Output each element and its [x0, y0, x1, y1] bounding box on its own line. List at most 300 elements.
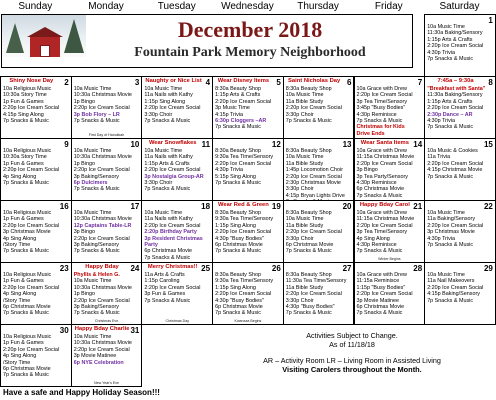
activity-list [74, 272, 141, 317]
activity-item: 3p Bob Flory – LR [73, 111, 120, 118]
activity-item: 4:30p Reminisce [356, 180, 397, 187]
calendar-day-cell [283, 262, 355, 325]
activity-item: Drive Ends [356, 130, 385, 137]
activity-item: 8:30a Beauty Shop [215, 86, 261, 92]
calendar-day-cell [141, 200, 213, 263]
calendar-day-cell [0, 200, 72, 263]
day-number: 4 [205, 78, 211, 87]
special-event-heading: Wear Red & Green [218, 202, 269, 208]
activity-item: 10a Music Time [73, 86, 112, 92]
activity-item: 2:20p Ice Cream Social [3, 105, 60, 112]
activity-item: 8:30a Beauty Shop [215, 148, 261, 154]
activity-item: 2:20p Ice Cream Social [285, 173, 342, 180]
activity-item: 10a Grace with Drew [356, 148, 407, 154]
activity-item: 2:20p Birthday Party [144, 229, 197, 236]
activity-item: 7p Snacks & Music [285, 118, 332, 125]
day-number: 10 [130, 140, 140, 149]
calendar-day-cell [141, 76, 213, 139]
activity-item: 1p Fun & Games [3, 160, 44, 167]
activity-item: 11a Trivia [427, 154, 451, 161]
activity-item: 6p Christmas Movie [356, 304, 405, 311]
activity-item: 7p Snacks & Music [356, 310, 403, 317]
day-number: 13 [342, 140, 352, 149]
activity-list [144, 272, 211, 304]
holiday-note: Winter Begins [378, 257, 401, 261]
activity-item: 2:20p Ice Cream Social [3, 222, 60, 229]
special-event-heading: 7:45a – 9:30a [437, 78, 474, 84]
calendar-day-cell [71, 324, 143, 387]
activity-item: 2:20p Ice Cream Social [73, 105, 130, 112]
day-number: 6 [347, 78, 352, 87]
calendar-day-cell [354, 138, 426, 201]
activity-item: 3p Nostalgia Group-AR [144, 173, 204, 180]
activity-item: /Story Time [3, 242, 31, 249]
activity-item: 2:20p Ice Cream Social [215, 160, 272, 167]
activity-item: 3:30p Choir [285, 297, 314, 304]
activity-item: 2:30p Dance – AR [427, 111, 473, 118]
holiday-note: Kwanzaa Begins [234, 319, 262, 323]
activity-list [286, 272, 353, 317]
activity-item: 11a Baking/Sensory [427, 216, 476, 223]
activity-item: 3p Baking/Sensory [73, 173, 119, 180]
day-number: 25 [201, 264, 211, 273]
activity-item: 7p Snacks & Music [285, 248, 332, 255]
activity-item: 10a Music & Cookies [427, 148, 478, 154]
activity-item: 2:20p Ice Cream Social [3, 346, 60, 353]
day-number: 8 [488, 78, 493, 87]
special-event-heading: Wear Disney Items [217, 78, 270, 84]
activity-item: 11a Nails with Kathy [144, 216, 193, 223]
special-event-heading: Naughty or Nice List [145, 78, 202, 84]
activity-item: 4:30p Trivia [427, 118, 456, 125]
day-number: 19 [271, 202, 281, 211]
activity-item: /Story Time [3, 359, 31, 366]
special-event-heading: Wear Santa Items [360, 140, 409, 146]
activity-item: 1p Bingo [73, 160, 95, 167]
activity-item: 1:15p Arts & Crafts [144, 160, 190, 167]
activity-item: 10:30a Story Time [3, 154, 47, 161]
activity-item: 11a Bible Study [285, 222, 324, 229]
activity-list [3, 86, 70, 124]
activity-item: 4:15p Bryan Lights Drive [285, 192, 345, 199]
day-number: 16 [59, 202, 69, 211]
activity-item: 11a Nails with Kathy [144, 154, 193, 161]
activity-list [3, 334, 70, 379]
activity-item: 3p Tea Party/Sensory [356, 173, 408, 180]
activity-item: 4:30p "Busy Bodies" [215, 297, 264, 304]
activity-item: 2:20p Ice Cream Social [356, 291, 413, 298]
activity-item: 3p Christmas Movie [3, 229, 51, 236]
day-number: 28 [413, 264, 423, 273]
activity-item: 10a Music Time [73, 278, 112, 285]
day-number: 26 [271, 264, 281, 273]
activity-item: 7p Snacks & Music [427, 242, 474, 249]
day-number: 30 [59, 326, 69, 335]
activity-list [74, 86, 141, 124]
activity-item: 2:20p Ice Cream Social [73, 235, 130, 242]
calendar-day-cell [424, 76, 496, 139]
activity-list [215, 210, 282, 255]
activity-item: 8:30a Beauty Shop [285, 86, 332, 92]
calendar-day-cell [212, 76, 284, 139]
activity-item: 7p Snacks & Music [427, 173, 474, 180]
activity-item: 3p Movie Matinee [356, 297, 400, 304]
activity-item: 11a Nails with Kathy [144, 92, 193, 99]
activity-list [74, 148, 141, 193]
activity-item: 7p Snacks & Music [285, 310, 332, 317]
calendar-day-cell [141, 138, 213, 201]
calendar-day-cell [354, 76, 426, 139]
activity-item: 2:20p Ice Cream Social [73, 297, 130, 304]
activity-item: 2:20p Ice Cream Social [3, 284, 60, 291]
activity-item: 10a Religious Music [3, 86, 52, 92]
calendar-day-cell [71, 138, 143, 201]
activity-item: 1p Fun & Games [3, 98, 44, 105]
calendar-day-cell [212, 262, 284, 325]
holiday-note: Christmas Day [165, 319, 190, 323]
activity-item: 2:20p Ice Cream Social [215, 229, 272, 236]
activity-item: 4:15p Christmas Movie [427, 167, 483, 174]
activity-item: 10a Music Time [73, 334, 112, 340]
activity-item: 2:20p Ice Cream Social [427, 160, 484, 167]
activity-item: 1p Bingo [73, 291, 95, 298]
activity-item: 7p Snacks & Music [3, 372, 49, 379]
activity-item: Phyllis & Helen G. [73, 272, 120, 278]
activity-list [215, 86, 282, 131]
special-event-heading: Happy Bday Charlie [74, 326, 130, 332]
activity-item: 2:30p Christmas Movie [285, 180, 341, 187]
day-number: 15 [483, 140, 493, 149]
dow-saturday: Saturday [439, 1, 480, 12]
activity-item: 7p Snacks & Music [73, 248, 120, 255]
activity-item: 4p Sing Along [3, 173, 37, 180]
calendar-day-cell [71, 262, 143, 325]
activity-item: 2:20p Ice Cream Social [427, 43, 484, 50]
activity-item: 10a Music Time [144, 86, 183, 92]
activity-list [427, 86, 494, 131]
day-number: 24 [130, 264, 140, 273]
calendar-header-banner [1, 14, 413, 68]
activity-item: 10a Religious Music [3, 210, 52, 216]
activity-item: 2:20p Ice Cream Social [356, 222, 413, 229]
activity-item: 2:20p Ice Cream Social [285, 105, 342, 112]
special-event-heading: Shiny Nose Day [9, 78, 54, 84]
day-number: 22 [483, 202, 493, 211]
activity-item: 6p Christmas Movie [144, 248, 193, 255]
activity-list [357, 148, 424, 199]
activity-item: 10a Music Time [285, 216, 324, 223]
activity-item: 7p Snacks & Music [215, 124, 261, 131]
calendar-subtitle: Fountain Park Memory Neighborhood [134, 45, 366, 60]
activity-item: 2:20p Ice Cream Social [356, 160, 413, 167]
activity-item: 7p Snacks & Music [73, 186, 120, 193]
activity-item: 10a Music Time [73, 148, 112, 154]
day-number: 1 [488, 16, 493, 25]
activity-item: 3:45p "Busy Bodies" [356, 105, 406, 112]
activity-item: 8:30a Beauty Shop [215, 272, 261, 278]
special-event-heading: Happy Bday Carol [359, 202, 410, 208]
day-number: 11 [201, 140, 211, 149]
activity-item: 11:15a Christmas Movie [356, 216, 415, 223]
activity-item: 10:30a Christmas Movie [73, 216, 132, 223]
activity-item: 9:30a Tea Time/Sensory [215, 154, 274, 161]
activity-item: "Breakfast with Santa" [427, 86, 486, 92]
activity-item: 10a Music Time [427, 24, 465, 30]
activity-item: 11a Nail Makeovers [427, 278, 475, 285]
activity-item: 7p Snacks & Music [356, 192, 403, 199]
activity-item: 4:30p Reminisce [356, 242, 397, 249]
calendar-day-cell [0, 138, 72, 201]
activity-item: 10:30a Story Time [3, 92, 47, 99]
day-number: 18 [201, 202, 211, 211]
dow-thursday: Thursday [297, 1, 339, 12]
dow-wednesday: Wednesday [221, 1, 274, 12]
calendar-day-cell [0, 262, 72, 325]
activity-item: 10a Music Time [73, 210, 112, 216]
activity-list [286, 210, 353, 255]
activity-item: 10:30a Christmas Movie [73, 92, 132, 99]
dow-sunday: Sunday [18, 1, 53, 12]
activity-item: 4:30p "Busy Bodies" [285, 304, 335, 311]
day-number: 31 [130, 326, 140, 335]
activity-item: 12p Captains Table-LR [73, 222, 132, 229]
activity-item: 11:15a Christmas Movie [356, 154, 415, 161]
activity-item: 3p Movie Matinee [73, 353, 117, 360]
activity-item: 3p Resident Christmas [144, 235, 203, 242]
activity-item: /Story Time [3, 297, 31, 304]
activity-item: 4:30p Trivia [215, 167, 243, 174]
activity-item: 1p Fun & Games [3, 216, 44, 223]
activity-item: 3p Fun & Games [144, 291, 186, 298]
day-number: 21 [413, 202, 423, 211]
activity-item: 11:30a Baking/Sensory [427, 30, 483, 37]
activity-list [357, 210, 424, 255]
activity-item: 10a Religious Music [3, 148, 52, 154]
calendar-title: December 2018 [177, 17, 323, 42]
activity-item: 1:15p Sing Along [215, 222, 256, 229]
activity-item: 10:30a Christmas Movie [73, 284, 132, 291]
activity-list [3, 272, 70, 317]
day-number: 17 [130, 202, 140, 211]
activity-item: 3p Bingo [73, 229, 95, 236]
activity-item: 2:20p Ice Cream Social [144, 222, 201, 229]
activity-item: 7p Snacks & Music [144, 118, 191, 125]
activity-list [74, 334, 141, 366]
activity-item: 11:15a Reminisce [356, 278, 400, 285]
activity-item: 7p Snacks & Music [3, 248, 49, 255]
activity-list [427, 148, 494, 180]
activity-item: 3p Music Time [215, 105, 250, 112]
activity-list [3, 210, 70, 255]
activity-item: 4:15p Trivia [215, 111, 243, 118]
activity-item: 8:30a Beauty Shop [215, 210, 261, 216]
activity-item: 6p Christmas Movie [285, 242, 334, 249]
calendar-day-cell [71, 200, 143, 263]
activity-item: 7p Snacks & Music [3, 180, 49, 187]
activity-item: 3:30p Choir [144, 180, 173, 187]
activity-item: 2:20p Ice Cream Social [285, 229, 342, 236]
special-event-heading: Happy Bday [85, 264, 119, 270]
activity-item: 6p Christmas Movie [3, 366, 51, 373]
activity-list [427, 210, 494, 248]
closing-message: Have a safe and Happy Holiday Season!!! [3, 388, 160, 397]
activity-item: 10a Music Time [427, 210, 465, 216]
activity-item: 3p Baking/Sensory [73, 242, 119, 249]
dow-friday: Friday [374, 1, 403, 12]
activity-item: 11:30a Tea Time/Sensory [285, 278, 347, 285]
activity-item: 2:20p Ice Cream Social [215, 98, 272, 105]
activity-list [357, 272, 424, 317]
day-number: 14 [413, 140, 423, 149]
activity-item: 3p Christmas Movie [427, 229, 475, 236]
activity-item: 10a Religious Music [3, 272, 52, 278]
activity-item: Christmas for Kids [356, 124, 405, 131]
calendar-day-cell [0, 324, 72, 387]
activity-item: 10a Grace with Drew [356, 86, 407, 92]
activity-item: 6p Christmas Movie [3, 304, 51, 311]
activity-item: 4:30p Reminisce [356, 111, 397, 118]
activity-item: 2:20p Ice Cream Social [144, 284, 201, 291]
activity-item: 2:20p Ice Cream Social [427, 222, 484, 229]
activity-item: 7p Snacks & Music [427, 297, 474, 304]
activity-item: 10a Music Time [427, 272, 465, 278]
activity-item: 1:15p Sing Along [144, 98, 186, 105]
special-event-heading: Saint Nicholas Day [288, 78, 341, 84]
day-number: 12 [271, 140, 281, 149]
activity-item: 10a Music Time [285, 154, 324, 161]
activity-item: 7p Snacks & Music [144, 254, 191, 261]
activity-item: 3:30p Choir [285, 235, 314, 242]
activity-item: 2:20p Ice Cream Social [285, 291, 342, 298]
activity-item: 1:15p "Busy Bodies" [356, 284, 406, 291]
activity-list [144, 148, 211, 193]
activity-list [144, 86, 211, 124]
calendar-day-cell [141, 262, 213, 325]
calendar-day-cell [424, 200, 496, 263]
calendar-day-cell [212, 200, 284, 263]
calendar-day-cell [424, 14, 496, 77]
activity-item: 4:30p Trivia [427, 235, 456, 242]
activity-item: 1:15p Arts & Crafts [427, 98, 473, 105]
activity-item: 1:15p Caroling [144, 278, 180, 285]
activity-item: 6p Christmas Movie [215, 304, 263, 311]
activity-item: 4:15p Sing Along [3, 111, 44, 118]
activity-item: 6p NYE Celebration [73, 359, 124, 366]
snowy-barn-photo [2, 15, 86, 67]
notes-change-notice: Activities Subject to Change. [306, 331, 398, 340]
day-number: 5 [276, 78, 281, 87]
day-number: 2 [64, 78, 69, 87]
activity-item: 4:15p Baking/Sensory [427, 291, 480, 298]
activity-item: 2:20p Ice Cream Social [3, 167, 60, 174]
dow-monday: Monday [88, 1, 124, 12]
day-number: 23 [59, 264, 69, 273]
activity-item: 10a Music Time [144, 210, 183, 216]
activity-item: 6:30p Cloggers –AR [215, 118, 267, 125]
dow-tuesday: Tuesday [157, 1, 196, 12]
holiday-note: Christmas Eve [94, 319, 119, 323]
activity-item: 7p Snacks & Music [356, 118, 403, 125]
day-number: 7 [417, 78, 423, 87]
activity-list [215, 272, 282, 317]
activity-item: 2:20p Ice Cream Social [427, 105, 484, 112]
activity-item: 8:30a Beauty Shop [285, 272, 332, 278]
activity-item: 4:30p "Busy Bodies" [215, 235, 264, 242]
activity-item: 2:20p Ice Cream Social [356, 92, 413, 99]
activity-item: 10a Grace with Drew [356, 272, 407, 278]
activity-item: 1:45p Locomotion Choir [285, 167, 344, 174]
days-of-week-header [0, 0, 495, 14]
activity-item: 8:30a Beauty Shop [285, 148, 332, 154]
activity-item: 7p Snacks & Music [73, 118, 120, 125]
activity-item: 1:15p Sing Along [215, 284, 256, 291]
special-event-heading: Wear Snowflakes [148, 140, 197, 146]
day-number: 20 [342, 202, 352, 211]
activity-item: 1p Bingo [73, 98, 95, 105]
activity-item: 11a Bible Study [285, 98, 324, 105]
calendar-day-cell [283, 76, 355, 139]
activity-item: 10a Religious Music [3, 334, 52, 340]
activity-item: 7p Snacks & Music [3, 118, 49, 125]
calendar-day-cell [283, 200, 355, 263]
activity-item: 11:30a Baking/Sensory [427, 92, 483, 99]
activity-list [427, 272, 494, 304]
activity-item: 3p Tea Time/Sensory [356, 98, 408, 105]
activity-item: 7p Snacks & Music [356, 248, 403, 255]
activity-item: 7p Snacks & Music [73, 310, 120, 317]
activity-list [427, 24, 494, 62]
calendar-day-cell [424, 262, 496, 325]
notes-date: As of 11/18/18 [329, 340, 375, 349]
activity-item: 5:15p Sing Along [215, 173, 256, 180]
activity-item: 3:30p Choir [144, 111, 173, 118]
calendar-day-cell [283, 138, 355, 201]
activity-item: 2:20p Ice Cream Social [427, 284, 484, 291]
activity-item: 4:30p Trivia [427, 49, 456, 56]
calendar-day-cell [354, 200, 426, 263]
activity-item: 6p Christmas Movie [356, 186, 405, 193]
activity-item: 7p Snacks & Music [427, 56, 474, 63]
activity-item: 10a Music Time [144, 148, 183, 154]
calendar-day-cell [212, 138, 284, 201]
activity-item: 1p Fun & Games [3, 340, 44, 347]
activity-list [357, 86, 424, 137]
activity-item: 7p Snacks & Music [215, 180, 261, 187]
activity-item: 1:15p Arts & Crafts [215, 92, 261, 99]
activity-item: 6p Dulcimers [73, 180, 108, 187]
activity-item: 1p Fun & Games [3, 278, 44, 285]
activity-item: 4p Sing Along [3, 353, 37, 360]
day-number: 29 [483, 264, 493, 273]
activity-item: 9:30a Tea Time/Sensory [215, 278, 274, 285]
activity-item: 7p Snacks & Music [144, 186, 191, 193]
activity-list [286, 86, 353, 124]
calendar-notes [212, 327, 492, 385]
activity-item: 10:30a Christmas Movie [73, 154, 132, 161]
notes-carolers: Visiting Carolers throughout the Month. [282, 365, 422, 374]
activity-item: 11a Bible Study [285, 160, 324, 167]
activity-item: 7p Snacks & Music [144, 297, 191, 304]
activity-item: 4p Sing Along [3, 291, 37, 298]
activity-item: 7p Snacks & Music [3, 310, 49, 317]
day-number: 9 [64, 140, 69, 149]
holiday-note: First Day of Hanukkah [88, 133, 125, 137]
day-number: 27 [342, 264, 352, 273]
activity-item: 7p Snacks & Music [427, 124, 474, 131]
activity-item: Party [144, 242, 158, 249]
activity-item: 10a Grace with Drew [356, 210, 407, 216]
activity-item: 1:15p Arts & Crafts [427, 36, 473, 43]
